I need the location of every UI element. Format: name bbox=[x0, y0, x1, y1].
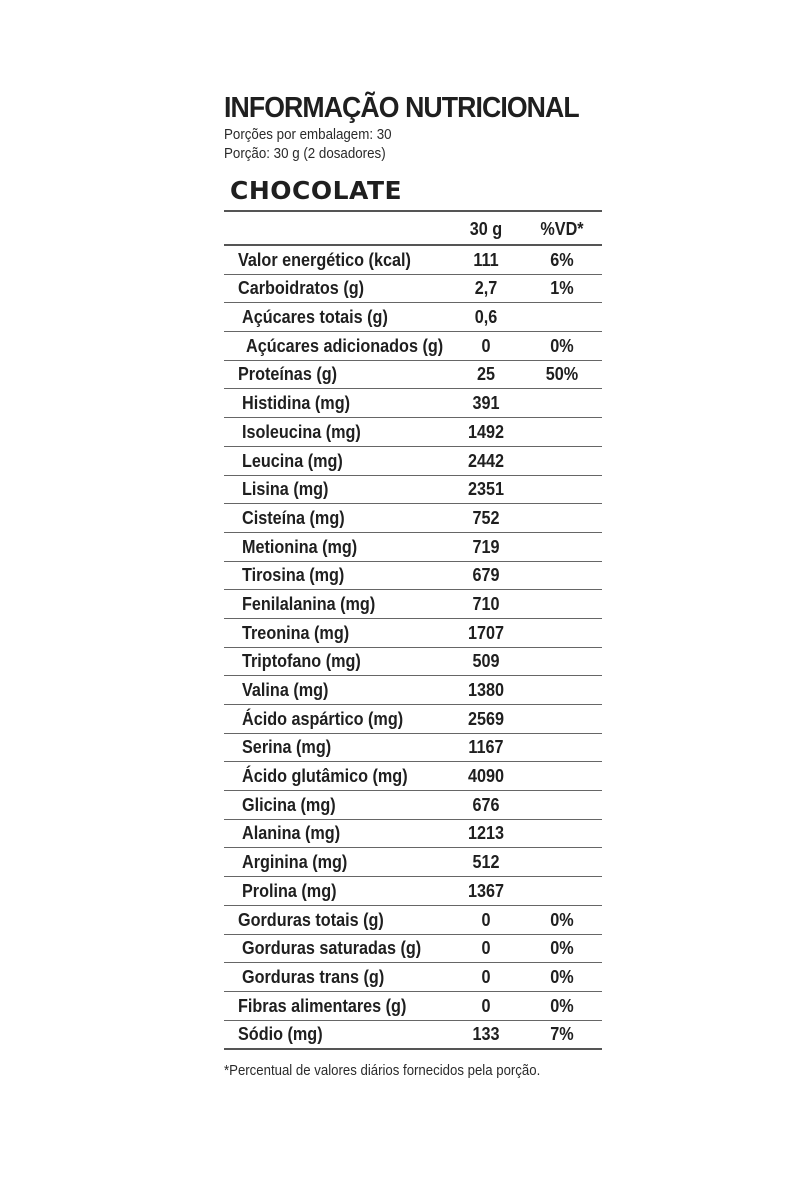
nutrient-amount: 2351 bbox=[467, 479, 505, 500]
nutrient-daily-value: 0% bbox=[550, 966, 574, 987]
nutrient-label: Gorduras trans (g) bbox=[242, 966, 385, 987]
nutrient-label: Triptofano (mg) bbox=[242, 651, 361, 672]
table-row bbox=[224, 447, 602, 476]
nutrient-label: Glicina (mg) bbox=[242, 794, 336, 815]
nutrient-label: Valina (mg) bbox=[242, 680, 329, 700]
nutrient-amount: 2442 bbox=[467, 450, 505, 471]
nutrient-amount: 0 bbox=[481, 909, 491, 930]
nutrient-label: Ácido aspártico (mg) bbox=[242, 708, 404, 729]
nutrient-label: Fenilalanina (mg) bbox=[242, 593, 376, 614]
servings-per-package: Porções por embalagem: 30 bbox=[224, 127, 392, 143]
nutrient-amount: 0,6 bbox=[474, 307, 498, 328]
nutrient-label: Carboidratos (g) bbox=[238, 278, 365, 299]
nutrient-daily-value: 6% bbox=[550, 249, 574, 270]
flavor-heading: CHOCOLATE bbox=[230, 176, 403, 205]
table-row bbox=[224, 590, 602, 619]
nutrient-amount: 0 bbox=[481, 938, 491, 959]
nutrient-amount: 1367 bbox=[467, 880, 505, 901]
nutrient-label: Cisteína (mg) bbox=[242, 507, 345, 528]
nutrient-label: Isoleucina (mg) bbox=[242, 421, 361, 442]
table-row bbox=[224, 877, 602, 906]
nutrient-label: Metionina (mg) bbox=[242, 536, 358, 557]
table-row bbox=[224, 504, 602, 533]
nutrient-amount: 1380 bbox=[467, 680, 505, 700]
nutrient-label: Açúcares adicionados (g) bbox=[246, 335, 444, 356]
table-row bbox=[224, 246, 602, 275]
table-row bbox=[224, 820, 602, 849]
nutrient-label: Fibras alimentares (g) bbox=[238, 995, 407, 1016]
table-row bbox=[224, 533, 602, 562]
nutrition-table bbox=[224, 210, 602, 1050]
nutrient-amount: 1707 bbox=[467, 622, 505, 643]
serving-size: Porção: 30 g (2 dosadores) bbox=[224, 146, 386, 162]
nutrition-facts-panel bbox=[224, 90, 602, 1079]
table-row bbox=[224, 963, 602, 992]
nutrient-daily-value: 1% bbox=[550, 278, 574, 299]
nutrient-label: Arginina (mg) bbox=[242, 852, 348, 873]
table-row bbox=[224, 619, 602, 648]
nutrient-label: Proteínas (g) bbox=[238, 364, 338, 385]
nutrient-daily-value: 7% bbox=[550, 1024, 574, 1045]
nutrient-daily-value: 0% bbox=[550, 909, 574, 930]
table-row bbox=[224, 332, 602, 361]
nutrient-amount: 509 bbox=[472, 651, 500, 672]
nutrient-amount: 1213 bbox=[467, 823, 505, 844]
nutrient-label: Histidina (mg) bbox=[242, 393, 350, 414]
table-row bbox=[224, 303, 602, 332]
nutrient-daily-value: 0% bbox=[550, 938, 574, 959]
nutrient-amount: 0 bbox=[481, 335, 491, 356]
header-dv: %VD* bbox=[540, 219, 584, 239]
nutrient-label: Sódio (mg) bbox=[238, 1024, 323, 1045]
nutrient-label: Serina (mg) bbox=[242, 737, 332, 758]
nutrient-amount: 25 bbox=[476, 364, 496, 385]
table-row bbox=[224, 418, 602, 447]
nutrient-label: Ácido glutâmico (mg) bbox=[242, 766, 408, 787]
nutrient-label: Leucina (mg) bbox=[242, 450, 343, 471]
table-row bbox=[224, 648, 602, 677]
nutrient-label: Gorduras saturadas (g) bbox=[242, 938, 422, 959]
nutrient-label: Açúcares totais (g) bbox=[242, 307, 388, 328]
nutrient-daily-value: 50% bbox=[545, 364, 579, 385]
nutrient-daily-value: 0% bbox=[550, 335, 574, 356]
nutrient-amount: 1167 bbox=[468, 737, 504, 758]
nutrient-label: Tirosina (mg) bbox=[242, 565, 345, 586]
nutrient-amount: 2569 bbox=[467, 708, 505, 729]
nutrient-amount: 719 bbox=[472, 536, 500, 557]
table-row bbox=[224, 791, 602, 820]
nutrient-amount: 133 bbox=[472, 1024, 500, 1045]
table-row bbox=[224, 705, 602, 734]
nutrient-amount: 512 bbox=[472, 852, 500, 873]
table-row bbox=[224, 562, 602, 591]
nutrient-amount: 1492 bbox=[467, 421, 505, 442]
table-row bbox=[224, 389, 602, 418]
table-header bbox=[224, 212, 602, 246]
table-row bbox=[224, 935, 602, 964]
header-amount: 30 g bbox=[469, 219, 503, 239]
table-row bbox=[224, 906, 602, 935]
nutrient-amount: 2,7 bbox=[474, 278, 498, 299]
panel-title: INFORMAÇÃO NUTRICIONAL bbox=[224, 92, 579, 124]
table-body bbox=[224, 246, 602, 1050]
nutrient-amount: 391 bbox=[472, 393, 500, 414]
table-row bbox=[224, 762, 602, 791]
table-row bbox=[224, 361, 602, 390]
nutrient-label: Gorduras totais (g) bbox=[238, 909, 384, 930]
table-row bbox=[224, 275, 602, 304]
nutrient-daily-value: 0% bbox=[550, 995, 574, 1016]
table-row bbox=[224, 476, 602, 505]
table-row bbox=[224, 848, 602, 877]
nutrient-label: Lisina (mg) bbox=[242, 479, 329, 500]
nutrient-label: Treonina (mg) bbox=[242, 622, 350, 643]
nutrient-amount: 0 bbox=[481, 995, 491, 1016]
nutrient-amount: 4090 bbox=[467, 766, 505, 787]
nutrient-amount: 676 bbox=[472, 794, 500, 815]
nutrient-amount: 752 bbox=[472, 507, 500, 528]
nutrient-amount: 710 bbox=[472, 593, 500, 614]
nutrient-amount: 0 bbox=[481, 966, 491, 987]
table-row bbox=[224, 992, 602, 1021]
nutrient-amount: 111 bbox=[473, 249, 499, 270]
nutrient-label: Alanina (mg) bbox=[242, 823, 341, 844]
nutrient-amount: 679 bbox=[472, 565, 500, 586]
nutrient-label: Prolina (mg) bbox=[242, 880, 337, 901]
table-row bbox=[224, 1021, 602, 1051]
table-row bbox=[224, 676, 602, 705]
footnote: *Percentual de valores diários fornecidos pela porção. bbox=[224, 1062, 541, 1080]
table-row bbox=[224, 734, 602, 763]
nutrient-label: Valor energético (kcal) bbox=[238, 249, 411, 270]
